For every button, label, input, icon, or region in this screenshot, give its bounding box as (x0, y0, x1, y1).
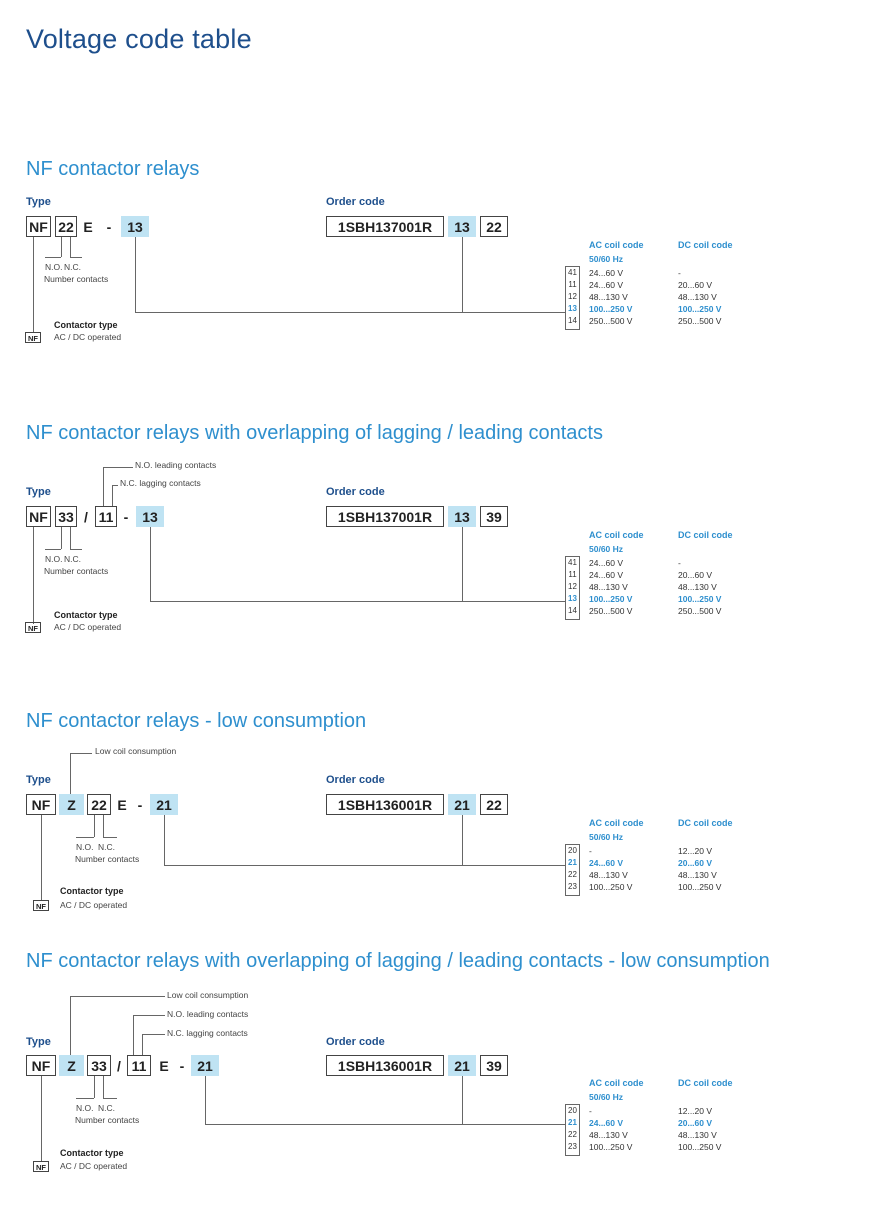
nc-lagging-label: N.C. lagging contacts (120, 478, 201, 488)
number-contacts-label: Number contacts (44, 274, 109, 284)
dc-voltage: - (678, 268, 681, 278)
dc-voltage: - (678, 558, 681, 568)
dc-voltage: 250...500 V (678, 606, 722, 616)
ac-voltage: 100...250 V (589, 1142, 633, 1152)
connector-line (33, 237, 34, 332)
dc-coil-code-header: DC coil code (678, 818, 733, 828)
connector-line (103, 467, 104, 509)
code-number: 13 (568, 304, 577, 313)
connector-line (45, 257, 61, 258)
ac-voltage: 24...60 V (589, 858, 624, 868)
type-low-consumption: Z (59, 794, 84, 815)
nc-lagging-label: N.C. lagging contacts (167, 1028, 248, 1038)
code-number: 12 (568, 292, 577, 301)
nf-mini-badge: NF (25, 332, 41, 343)
ac-coil-code-header: AC coil code (589, 240, 644, 250)
low-coil-label: Low coil consumption (167, 990, 249, 1000)
ac-coil-code-header: AC coil code (589, 530, 644, 540)
dc-voltage: 48...130 V (678, 292, 717, 302)
order-code-label: Order code (326, 774, 385, 786)
ac-voltage: 24...60 V (589, 1118, 624, 1128)
dc-voltage: 12...20 V (678, 846, 713, 856)
order-code-base: 1SBH137001R (326, 216, 444, 237)
hz-label: 50/60 Hz (589, 832, 624, 842)
ac-dc-operated-label: AC / DC operated (60, 1161, 128, 1171)
ac-coil-code-header: AC coil code (589, 1078, 644, 1088)
connector-line (70, 527, 71, 549)
code-number: 21 (568, 858, 577, 867)
order-code-contacts: 22 (480, 216, 508, 237)
section-nf-overlapping-low-consumption (0, 950, 890, 1220)
order-code-base: 1SBH137001R (326, 506, 444, 527)
connector-line (33, 527, 34, 624)
code-number: 14 (568, 606, 577, 615)
order-code-voltage: 13 (448, 216, 476, 237)
no-label: N.O. (45, 554, 63, 564)
type-nf: NF (26, 506, 51, 527)
ac-voltage: 250...500 V (589, 606, 633, 616)
nc-label: N.C. (98, 1103, 115, 1113)
low-coil-label: Low coil consumption (95, 746, 177, 756)
number-contacts-label: Number contacts (75, 1115, 140, 1125)
type-slash: / (84, 509, 88, 525)
dc-voltage: 48...130 V (678, 870, 717, 880)
nc-label: N.C. (98, 842, 115, 852)
code-number: 41 (568, 558, 577, 567)
connector-line (103, 837, 117, 838)
connector-line (462, 815, 463, 865)
no-leading-label: N.O. leading contacts (135, 460, 217, 470)
type-nf: NF (26, 1055, 56, 1076)
section-nf-overlapping (0, 422, 890, 692)
hz-label: 50/60 Hz (589, 254, 624, 264)
nf-mini-badge: NF (33, 900, 49, 911)
nc-label: N.C. (64, 554, 81, 564)
order-code-contacts: 39 (480, 506, 508, 527)
connector-line (142, 1034, 165, 1035)
dc-voltage: 20...60 V (678, 570, 713, 580)
connector-line (462, 1076, 463, 1124)
dc-voltage: 100...250 V (678, 882, 722, 892)
page-title: Voltage code table (26, 24, 252, 54)
order-code-voltage: 21 (448, 1055, 476, 1076)
connector-line (462, 237, 463, 312)
type-label: Type (26, 486, 51, 498)
number-contacts-label: Number contacts (44, 566, 109, 576)
connector-line (462, 527, 463, 601)
connector-line (164, 815, 165, 865)
connector-line (76, 1098, 94, 1099)
ac-voltage: 100...250 V (589, 882, 633, 892)
order-code-base: 1SBH136001R (326, 1055, 444, 1076)
ac-voltage: 24...60 V (589, 570, 624, 580)
connector-line (150, 527, 151, 601)
type-contacts: 33 (55, 506, 77, 527)
contactor-type-label: Contactor type (54, 610, 118, 620)
type-dash: - (137, 797, 143, 813)
ac-dc-operated-label: AC / DC operated (54, 622, 122, 632)
type-nf: NF (26, 794, 56, 815)
nf-mini-badge: NF (33, 1161, 49, 1172)
code-number: 20 (568, 1106, 577, 1115)
type-e: E (117, 797, 127, 813)
type-voltage-code: 21 (150, 794, 178, 815)
type-label: Type (26, 774, 51, 786)
dc-voltage: 20...60 V (678, 280, 713, 290)
connector-line (70, 996, 165, 997)
section-title: NF contactor relays - low consumption (26, 710, 367, 732)
dc-coil-code-header: DC coil code (678, 1078, 733, 1088)
section-title: NF contactor relays with overlapping of lagging / leading contacts - low consumption (26, 950, 770, 972)
number-contacts-label: Number contacts (75, 854, 140, 864)
connector-line (41, 815, 42, 900)
code-number: 22 (568, 870, 577, 879)
type-slash: / (117, 1058, 121, 1074)
type-dash: - (179, 1058, 185, 1074)
type-contacts: 33 (87, 1055, 111, 1076)
connector-line (70, 753, 92, 754)
connector-line (70, 549, 82, 550)
type-label: Type (26, 1036, 51, 1048)
ac-voltage: 100...250 V (589, 304, 633, 314)
connector-line (133, 1015, 165, 1016)
ac-voltage: - (589, 846, 592, 856)
dc-voltage: 100...250 V (678, 594, 722, 604)
connector-line (45, 549, 61, 550)
connector-line (61, 527, 62, 549)
dc-voltage: 48...130 V (678, 582, 717, 592)
section-title: NF contactor relays (26, 158, 200, 180)
ac-voltage: 100...250 V (589, 594, 633, 604)
code-number: 21 (568, 1118, 577, 1127)
type-voltage-code: 13 (136, 506, 164, 527)
type-overlap-contacts: 11 (127, 1055, 151, 1076)
no-label: N.O. (45, 262, 63, 272)
type-e: E (83, 219, 93, 235)
nc-label: N.C. (64, 262, 81, 272)
contactor-type-label: Contactor type (60, 886, 124, 896)
connector-line (164, 865, 565, 866)
connector-line (103, 815, 104, 837)
section-title: NF contactor relays with overlapping of lagging / leading contacts (26, 422, 603, 444)
ac-coil-code-header: AC coil code (589, 818, 644, 828)
type-dash: - (123, 509, 129, 525)
type-label: Type (26, 196, 51, 208)
connector-line (103, 1098, 117, 1099)
ac-voltage: - (589, 1106, 592, 1116)
type-voltage-code: 13 (121, 216, 149, 237)
connector-line (205, 1076, 206, 1124)
no-leading-label: N.O. leading contacts (167, 1009, 249, 1019)
order-code-label: Order code (326, 196, 385, 208)
hz-label: 50/60 Hz (589, 544, 624, 554)
connector-line (61, 237, 62, 257)
section-nf-contactor-relays (0, 158, 890, 428)
code-number: 20 (568, 846, 577, 855)
order-code-voltage: 21 (448, 794, 476, 815)
contactor-type-label: Contactor type (60, 1148, 124, 1158)
dc-voltage: 20...60 V (678, 1118, 713, 1128)
connector-line (135, 237, 136, 312)
code-number: 23 (568, 882, 577, 891)
hz-label: 50/60 Hz (589, 1092, 624, 1102)
code-number: 12 (568, 582, 577, 591)
ac-voltage: 250...500 V (589, 316, 633, 326)
dc-voltage: 12...20 V (678, 1106, 713, 1116)
ac-voltage: 24...60 V (589, 558, 624, 568)
dc-coil-code-header: DC coil code (678, 240, 733, 250)
connector-line (76, 837, 94, 838)
code-number: 11 (568, 280, 577, 289)
dc-voltage: 20...60 V (678, 858, 713, 868)
connector-line (41, 1076, 42, 1162)
type-voltage-code: 21 (191, 1055, 219, 1076)
no-label: N.O. (76, 842, 94, 852)
dc-voltage: 100...250 V (678, 1142, 722, 1152)
type-contacts: 22 (87, 794, 111, 815)
ac-dc-operated-label: AC / DC operated (60, 900, 128, 910)
connector-line (70, 237, 71, 257)
nf-mini-badge: NF (25, 622, 41, 633)
no-label: N.O. (76, 1103, 94, 1113)
ac-voltage: 24...60 V (589, 280, 624, 290)
ac-voltage: 48...130 V (589, 870, 628, 880)
connector-line (70, 753, 71, 795)
type-dash: - (106, 219, 112, 235)
type-nf: NF (26, 216, 51, 237)
dc-voltage: 250...500 V (678, 316, 722, 326)
dc-voltage: 100...250 V (678, 304, 722, 314)
connector-line (94, 815, 95, 837)
ac-voltage: 48...130 V (589, 582, 628, 592)
order-code-voltage: 13 (448, 506, 476, 527)
type-overlap-contacts: 11 (95, 506, 117, 527)
code-number: 22 (568, 1130, 577, 1139)
order-code-base: 1SBH136001R (326, 794, 444, 815)
ac-voltage: 24...60 V (589, 268, 624, 278)
code-number: 41 (568, 268, 577, 277)
type-e: E (159, 1058, 169, 1074)
ac-voltage: 48...130 V (589, 292, 628, 302)
connector-line (94, 1076, 95, 1098)
connector-line (103, 467, 133, 468)
section-nf-low-consumption (0, 710, 890, 980)
code-number: 14 (568, 316, 577, 325)
order-code-contacts: 39 (480, 1055, 508, 1076)
order-code-label: Order code (326, 1036, 385, 1048)
code-number: 13 (568, 594, 577, 603)
type-low-consumption: Z (59, 1055, 84, 1076)
type-contacts: 22 (55, 216, 77, 237)
connector-line (150, 601, 565, 602)
connector-line (205, 1124, 565, 1125)
connector-line (70, 257, 82, 258)
code-number: 23 (568, 1142, 577, 1151)
dc-voltage: 48...130 V (678, 1130, 717, 1140)
dc-coil-code-header: DC coil code (678, 530, 733, 540)
code-number: 11 (568, 570, 577, 579)
order-code-label: Order code (326, 486, 385, 498)
ac-dc-operated-label: AC / DC operated (54, 332, 122, 342)
connector-line (135, 312, 565, 313)
ac-voltage: 48...130 V (589, 1130, 628, 1140)
contactor-type-label: Contactor type (54, 320, 118, 330)
order-code-contacts: 22 (480, 794, 508, 815)
connector-line (103, 1076, 104, 1098)
